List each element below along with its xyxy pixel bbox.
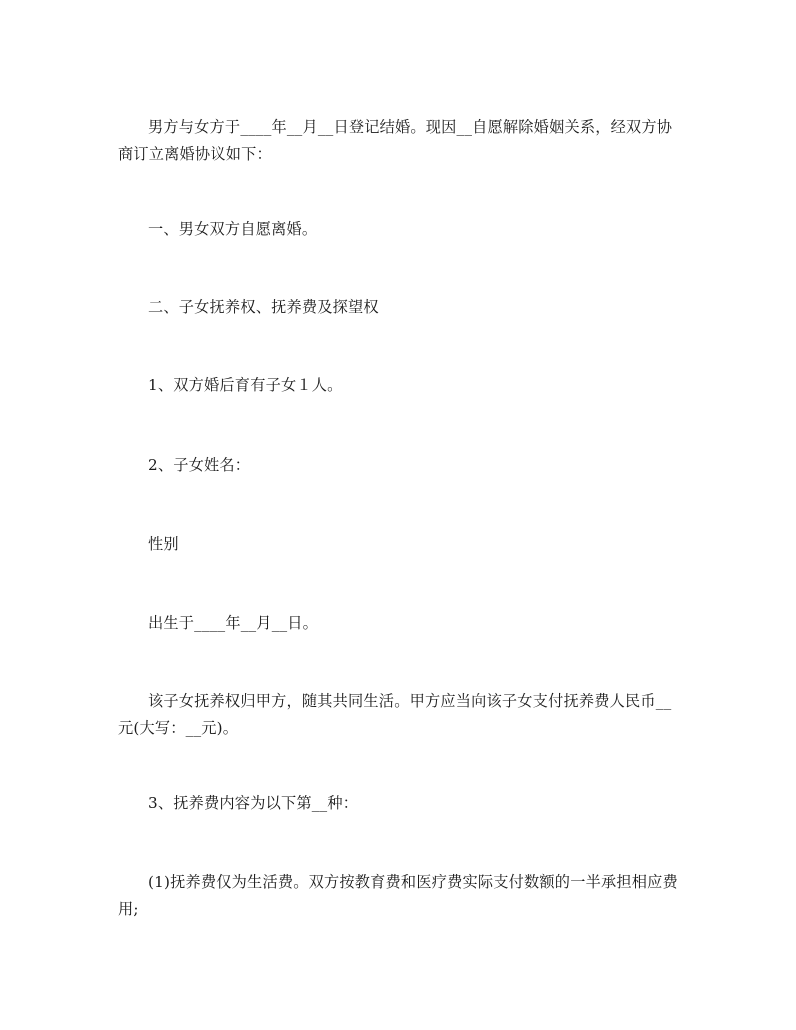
paragraph-child-birthdate: 出生于____年__月__日。 [148, 614, 319, 632]
paragraph-custody: 该子女抚养权归甲方，随其共同生活。甲方应当向该子女支付抚养费人民币__元(大写：__元)。 [118, 692, 672, 737]
paragraph-children-count: 1、双方婚后育有子女１人。 [148, 376, 343, 394]
paragraph-preamble: 男方与女方于____年__月__日登记结婚。现因__自愿解除婚姻关系，经双方协商订立离婚协议如下： [118, 118, 673, 163]
paragraph-child-gender: 性别 [148, 535, 179, 553]
paragraph-clause-2-heading: 二、子女抚养权、抚养费及探望权 [148, 298, 379, 316]
paragraph-support-type: 3、抚养费内容为以下第__种： [148, 794, 359, 812]
paragraph-child-name: 2、子女姓名： [148, 456, 251, 474]
paragraph-clause-1: 一、男女双方自愿离婚。 [148, 220, 318, 238]
paragraph-support-option-1: (1)抚养费仅为生活费。双方按教育费和医疗费实际支付数额的一半承担相应费用; [118, 873, 678, 918]
